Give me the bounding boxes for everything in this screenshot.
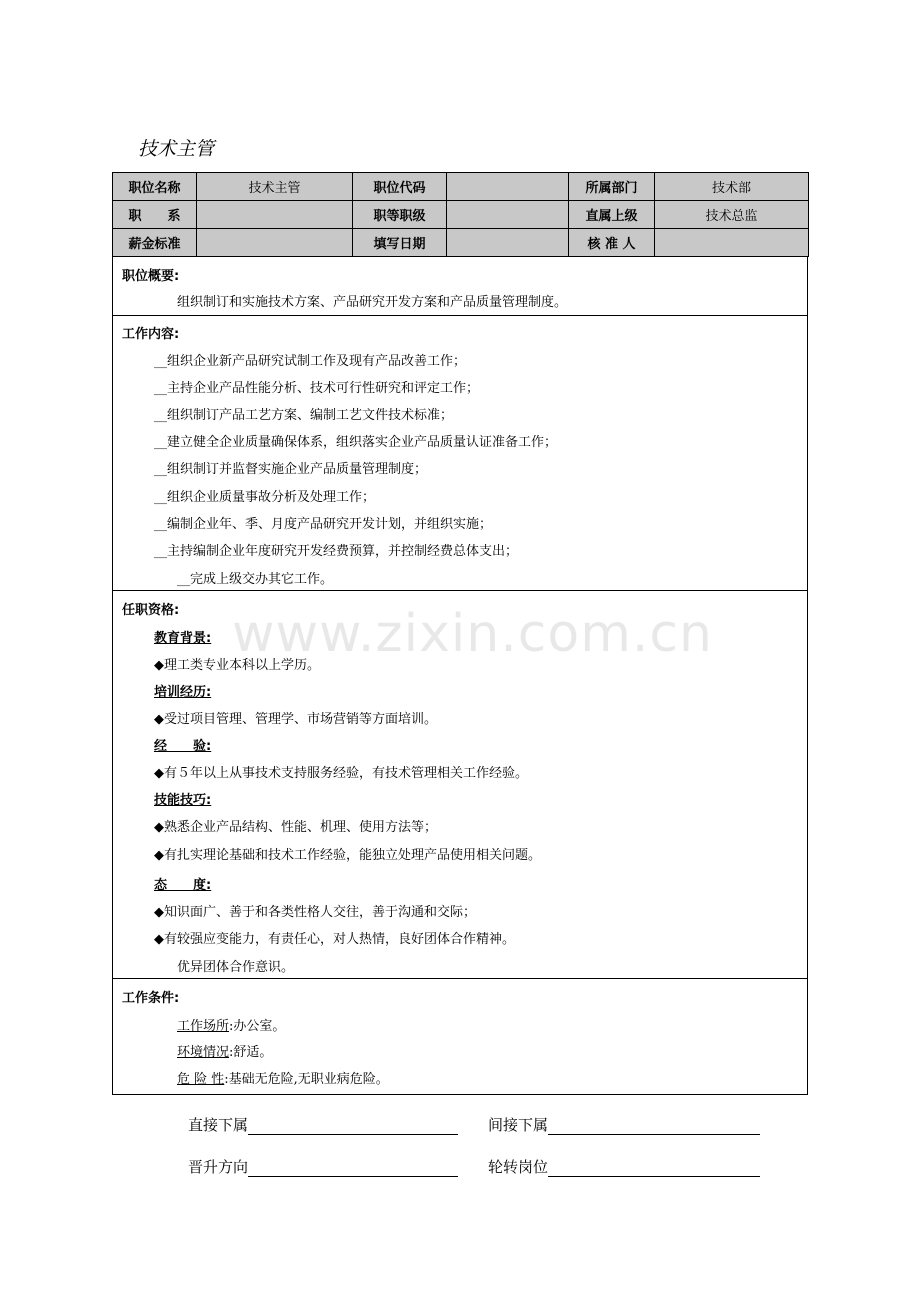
value-position-name: 技术主管 bbox=[197, 173, 353, 201]
list-item: __编制企业年、季、月度产品研究开发计划，并组织实施； bbox=[154, 517, 493, 532]
direct-reports-field bbox=[188, 1114, 458, 1135]
value-fill-date bbox=[447, 229, 569, 257]
qualifications-section bbox=[112, 590, 808, 979]
header-row bbox=[113, 173, 809, 201]
list-item: __完成上级交办其它工作。 bbox=[177, 572, 334, 587]
label-department: 所属部门 bbox=[569, 173, 655, 201]
value-salary bbox=[197, 229, 353, 257]
label-job-family: 职 系 bbox=[113, 201, 197, 229]
conditions-section bbox=[112, 978, 808, 1095]
condition-value: :舒适。 bbox=[229, 1045, 273, 1060]
condition-environment bbox=[177, 1041, 272, 1060]
rotation-field bbox=[488, 1156, 760, 1177]
label-salary: 薪金标准 bbox=[113, 229, 197, 257]
watermark: www.zixin.com.cn bbox=[232, 604, 713, 664]
list-item: __建立健全企业质量确保体系，组织落实企业产品质量认证准备工作； bbox=[154, 435, 558, 450]
list-item: __组织企业质量事故分析及处理工作； bbox=[154, 490, 376, 505]
header-row bbox=[113, 229, 809, 257]
skills-label: 技能技巧: bbox=[154, 793, 212, 808]
condition-label: 危 险 性 bbox=[177, 1072, 225, 1087]
condition-workplace bbox=[177, 1015, 285, 1034]
summary-text: 组织制订和实施技术方案、产品研究开发方案和产品质量管理制度。 bbox=[177, 295, 568, 310]
list-item: __组织制订并监督实施企业产品质量管理制度； bbox=[154, 462, 428, 477]
indirect-reports-line[interactable] bbox=[548, 1118, 760, 1135]
education-label: 教育背景: bbox=[154, 631, 212, 646]
attitude-label: 态 度: bbox=[154, 878, 212, 893]
rotation-label: 轮转岗位 bbox=[488, 1158, 549, 1176]
label-grade: 职等职级 bbox=[353, 201, 447, 229]
list-item: ◆有扎实理论基础和技术工作经验，能独立处理产品使用相关问题。 bbox=[154, 848, 541, 863]
rotation-line[interactable] bbox=[548, 1160, 760, 1177]
condition-hazard bbox=[177, 1068, 389, 1087]
summary-title: 职位概要: bbox=[122, 269, 180, 284]
value-supervisor: 技术总监 bbox=[655, 201, 809, 229]
list-item: ◆理工类专业本科以上学历。 bbox=[154, 658, 320, 673]
header-table bbox=[112, 172, 809, 257]
summary-section bbox=[112, 257, 808, 316]
label-position-name: 职位名称 bbox=[113, 173, 197, 201]
header-row bbox=[113, 201, 809, 229]
list-item: ◆有５年以上从事技术支持服务经验，有技术管理相关工作经验。 bbox=[154, 766, 528, 781]
list-item: __组织企业新产品研究试制工作及现有产品改善工作； bbox=[154, 354, 467, 369]
conditions-title: 工作条件: bbox=[122, 991, 180, 1006]
direct-reports-line[interactable] bbox=[248, 1118, 458, 1135]
list-item: 优异团体合作意识。 bbox=[177, 960, 295, 975]
condition-value: :基础无危险,无职业病危险。 bbox=[224, 1072, 389, 1087]
training-label: 培训经历: bbox=[154, 685, 212, 700]
list-item: __组织制订产品工艺方案、编制工艺文件技术标准； bbox=[154, 408, 454, 423]
label-approver: 核 准 人 bbox=[569, 229, 655, 257]
value-approver bbox=[655, 229, 809, 257]
value-grade bbox=[447, 201, 569, 229]
value-department: 技术部 bbox=[655, 173, 809, 201]
condition-label: 环境情况 bbox=[177, 1045, 230, 1060]
label-supervisor: 直属上级 bbox=[569, 201, 655, 229]
indirect-reports-label: 间接下属 bbox=[488, 1116, 549, 1134]
list-item: ◆受过项目管理、管理学、市场营销等方面培训。 bbox=[154, 712, 437, 727]
page-title: 技术主管 bbox=[138, 138, 215, 160]
promotion-label: 晋升方向 bbox=[188, 1158, 249, 1176]
label-fill-date: 填写日期 bbox=[353, 229, 447, 257]
list-item: __主持企业产品性能分析、技术可行性研究和评定工作； bbox=[154, 381, 480, 396]
condition-value: :办公室。 bbox=[229, 1019, 286, 1034]
list-item: ◆知识面广、善于和各类性格人交往，善于沟通和交际； bbox=[154, 905, 476, 920]
experience-label: 经 验: bbox=[154, 739, 212, 754]
value-job-family bbox=[197, 201, 353, 229]
direct-reports-label: 直接下属 bbox=[188, 1116, 249, 1134]
promotion-line[interactable] bbox=[248, 1160, 458, 1177]
list-item: __主持编制企业年度研究开发经费预算，并控制经费总体支出； bbox=[154, 544, 519, 559]
indirect-reports-field bbox=[488, 1114, 760, 1135]
list-item: ◆熟悉企业产品结构、性能、机理、使用方法等； bbox=[154, 820, 437, 835]
label-position-code: 职位代码 bbox=[353, 173, 447, 201]
qualifications-title: 任职资格: bbox=[122, 603, 180, 618]
duties-section bbox=[112, 315, 808, 591]
condition-label: 工作场所 bbox=[177, 1019, 230, 1034]
value-position-code bbox=[447, 173, 569, 201]
promotion-field bbox=[188, 1156, 458, 1177]
duties-title: 工作内容: bbox=[122, 327, 180, 342]
list-item: ◆有较强应变能力，有责任心，对人热情，良好团体合作精神。 bbox=[154, 932, 515, 947]
